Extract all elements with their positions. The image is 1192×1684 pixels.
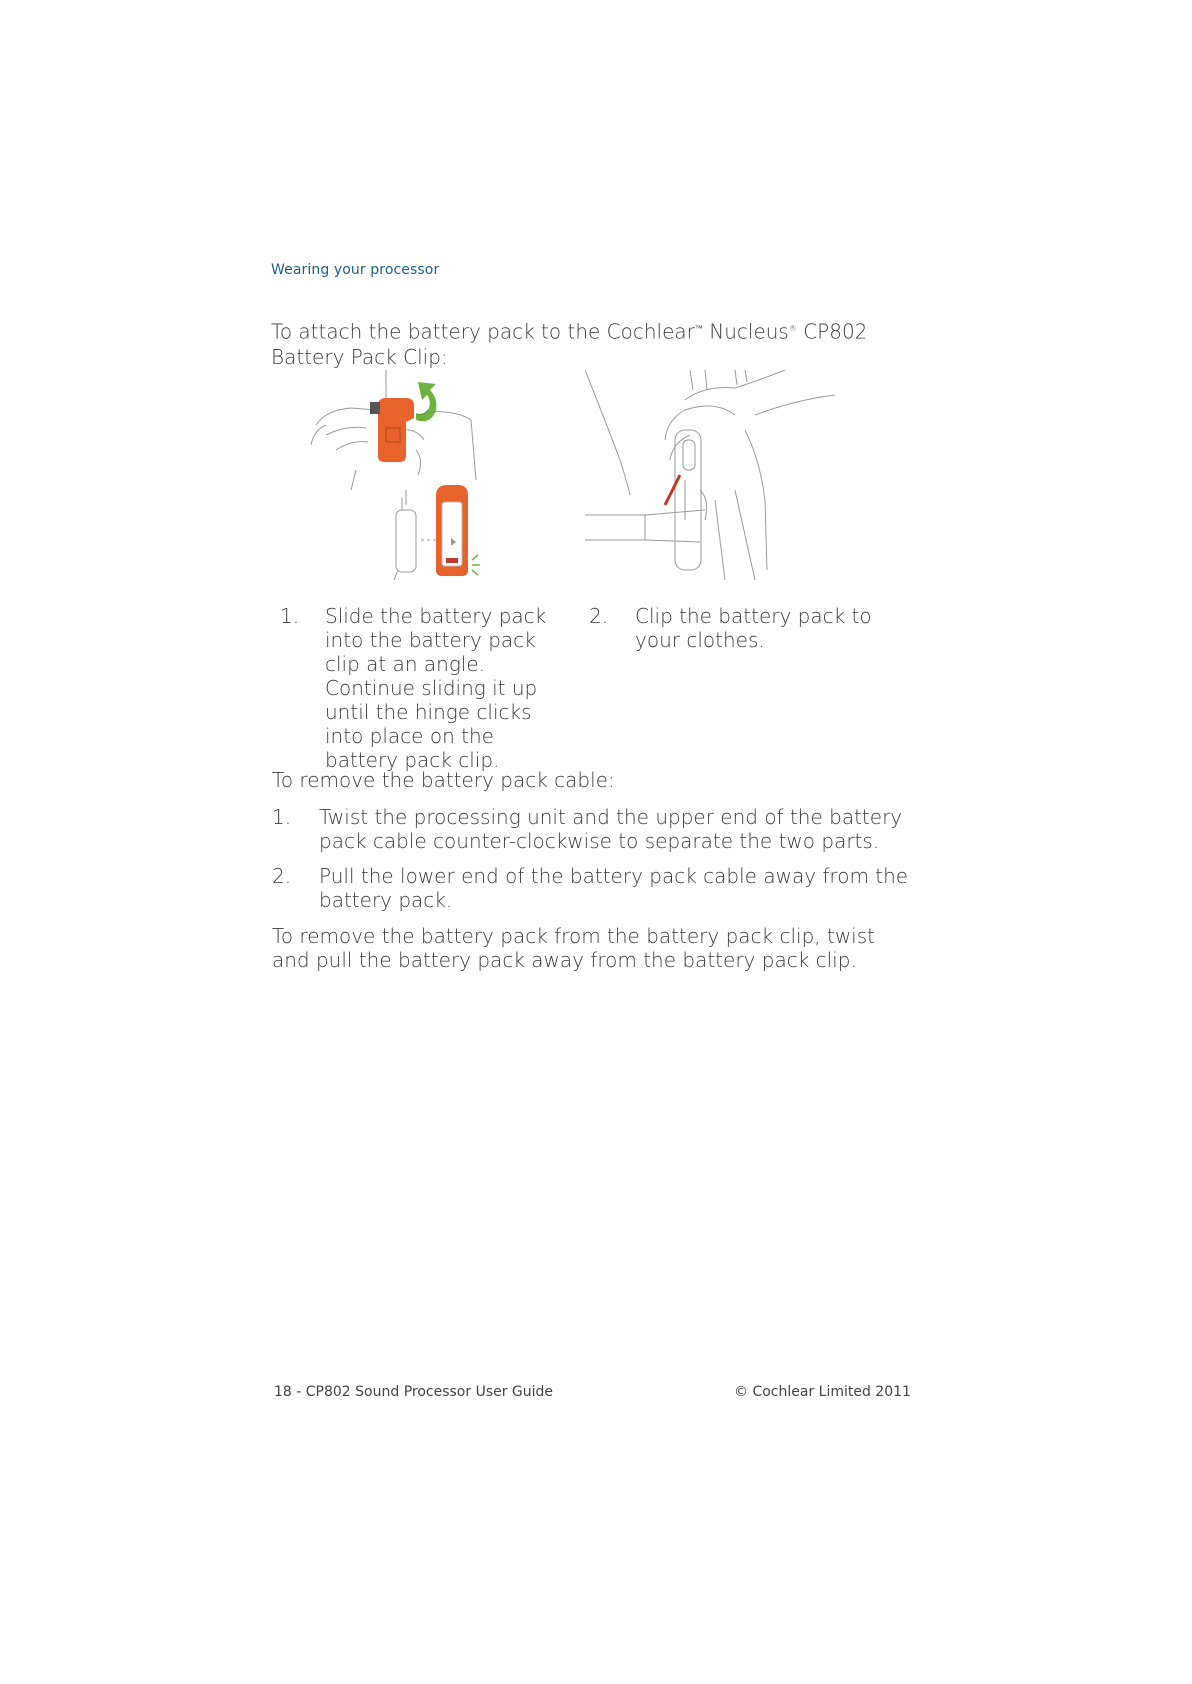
intro-text	[271, 316, 891, 370]
clip-to-clothes-illustration	[585, 370, 861, 580]
step-text: Pull the lower end of the battery pack cable away from the battery pack.	[319, 864, 909, 912]
battery-pack-icon	[436, 485, 480, 576]
closing-paragraph: To remove the battery pack from the battery pack clip, twist and pull the battery pack away from the battery pack clip.	[272, 924, 875, 972]
step-number: 1.	[280, 604, 300, 628]
attach-step-2	[589, 604, 889, 664]
step-number: 2.	[272, 864, 292, 888]
trademark-symbol: ™	[694, 324, 703, 333]
attach-step-1	[280, 604, 570, 772]
intro-part3: CP802 Battery Pack Clip:	[271, 319, 868, 369]
intro-part2: Nucleus	[702, 319, 789, 344]
section-header: Wearing your processor	[271, 262, 440, 278]
registered-symbol: ®	[788, 324, 797, 333]
step-text: Clip the battery pack to your clothes.	[635, 604, 872, 652]
battery-clip-slide-illustration	[306, 370, 536, 588]
intro-part1: To attach the battery pack to the Cochlear	[271, 319, 695, 344]
step-number: 1.	[272, 805, 292, 829]
remove-cable-step-2	[272, 864, 912, 916]
step-text: Twist the processing unit and the upper end of the battery pack cable counter-clockwise to separate the two parts.	[319, 805, 903, 853]
green-arrow-icon	[416, 382, 436, 421]
footer-copyright: © Cochlear Limited 2011	[734, 1384, 911, 1400]
remove-cable-step-1	[272, 805, 912, 857]
footer-page-title: 18 - CP802 Sound Processor User Guide	[274, 1384, 554, 1400]
step-number: 2.	[589, 604, 609, 628]
remove-cable-heading: To remove the battery pack cable:	[272, 768, 615, 792]
step-text: Slide the battery pack into the battery pack clip at an angle. Continue sliding it up until the hinge clicks into place on the battery pack clip.	[325, 604, 547, 772]
red-cable-shape	[665, 475, 680, 505]
